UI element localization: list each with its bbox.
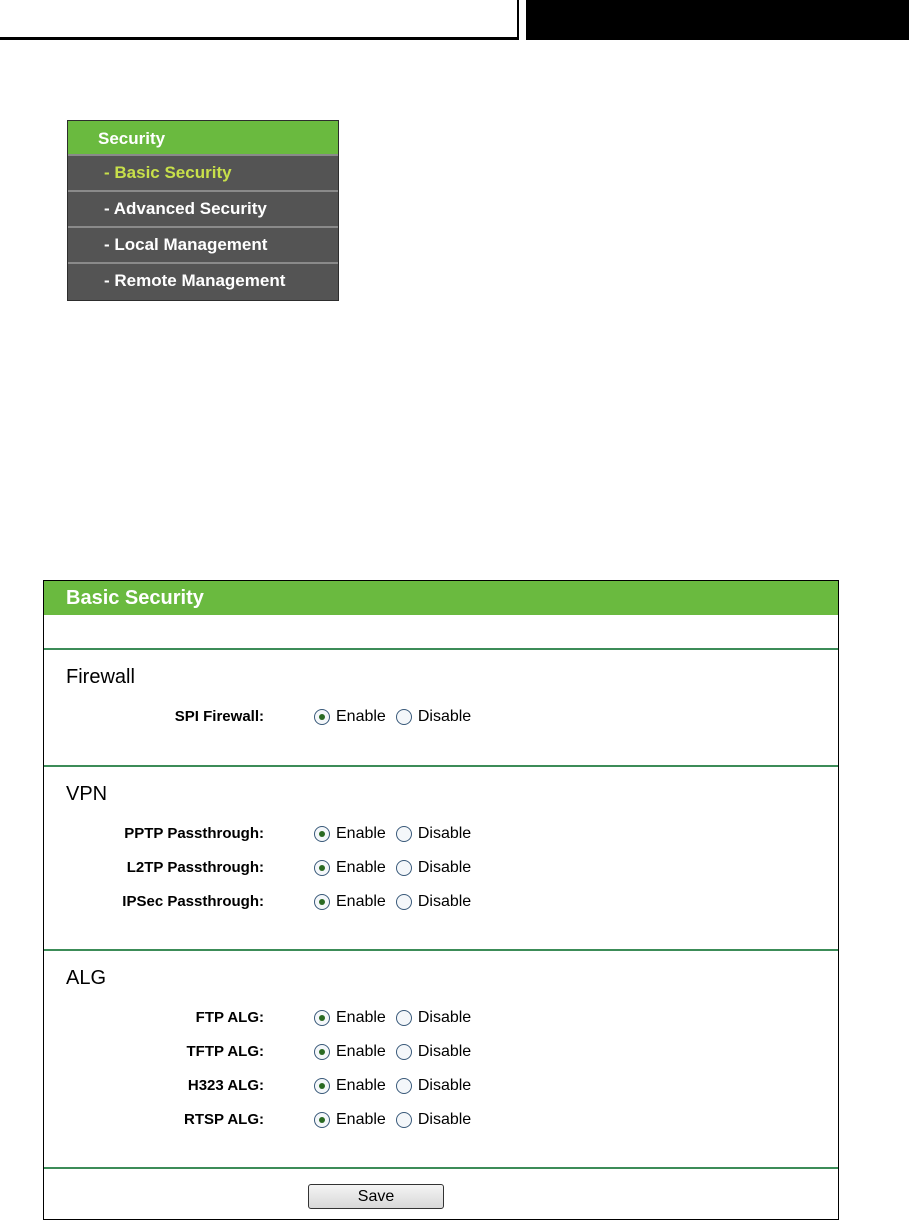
radio-enable[interactable] [314,1044,330,1060]
radio-enable[interactable] [314,826,330,842]
section-heading-alg: ALG [66,967,107,989]
radio-disable[interactable] [396,709,412,725]
radio-group-pptp-passthrough [314,822,471,846]
radio-disable[interactable] [396,1044,412,1060]
basic-security-panel [43,580,839,1220]
radio-enable-label[interactable]: Enable [336,825,386,842]
radio-enable[interactable] [314,1078,330,1094]
setting-label: SPI Firewall: [174,708,264,725]
security-menu [67,120,339,301]
radio-enable[interactable] [314,1112,330,1128]
setting-label: L2TP Passthrough: [126,859,264,876]
radio-enable-label[interactable]: Enable [336,859,386,876]
setting-row-tftp-alg [44,1040,838,1064]
setting-row-l2tp-passthrough [44,856,838,880]
radio-enable-label[interactable]: Enable [336,1111,386,1128]
radio-enable-label[interactable]: Enable [336,893,386,910]
radio-enable[interactable] [314,709,330,725]
radio-group-tftp-alg [314,1040,471,1064]
setting-label: FTP ALG: [195,1009,264,1026]
setting-label: H323 ALG: [187,1077,264,1094]
radio-enable[interactable] [314,860,330,876]
radio-disable-label[interactable]: Disable [417,1043,472,1060]
setting-label: IPSec Passthrough: [122,893,264,910]
radio-disable-label[interactable]: Disable [417,825,472,842]
setting-row-h323-alg [44,1074,838,1098]
radio-group-spi-firewall [314,705,471,729]
section-heading-vpn: VPN [66,783,108,805]
radio-enable-label[interactable]: Enable [336,708,386,725]
setting-label: TFTP ALG: [186,1043,264,1060]
save-button[interactable]: Save [308,1184,444,1209]
radio-disable-label[interactable]: Disable [417,1009,472,1026]
radio-disable[interactable] [396,1112,412,1128]
section-heading-firewall: Firewall [66,666,135,688]
radio-group-ftp-alg [314,1006,471,1030]
radio-group-h323-alg [314,1074,471,1098]
setting-row-rtsp-alg [44,1108,838,1132]
menu-item-advanced-security[interactable]: - Advanced Security [68,192,338,228]
setting-row-pptp-passthrough [44,822,838,846]
divider [44,648,838,650]
radio-disable-label[interactable]: Disable [417,893,472,910]
radio-disable-label[interactable]: Disable [417,708,472,725]
radio-disable-label[interactable]: Disable [417,1077,472,1094]
radio-disable-label[interactable]: Disable [417,859,472,876]
menu-item-local-management[interactable]: - Local Management [68,228,338,264]
setting-label: PPTP Passthrough: [124,825,264,842]
divider [44,765,838,767]
radio-disable[interactable] [396,860,412,876]
radio-enable[interactable] [314,894,330,910]
radio-disable[interactable] [396,1078,412,1094]
setting-row-spi-firewall [44,705,838,729]
setting-row-ipsec-passthrough [44,890,838,914]
radio-enable-label[interactable]: Enable [336,1009,386,1026]
radio-enable-label[interactable]: Enable [336,1043,386,1060]
menu-item-remote-management[interactable]: - Remote Management [68,264,338,300]
radio-group-ipsec-passthrough [314,890,471,914]
radio-group-rtsp-alg [314,1108,471,1132]
divider [44,949,838,951]
radio-group-l2tp-passthrough [314,856,471,880]
divider [44,1167,838,1169]
panel-title: Basic Security [44,581,838,615]
radio-enable-label[interactable]: Enable [336,1077,386,1094]
page-header-rule [0,37,517,40]
setting-row-ftp-alg [44,1006,838,1030]
menu-header-security[interactable]: Security [68,121,338,156]
menu-item-basic-security[interactable]: - Basic Security [68,156,338,192]
radio-disable[interactable] [396,894,412,910]
radio-disable[interactable] [396,1010,412,1026]
page-header-separator [517,0,519,40]
setting-label: RTSP ALG: [183,1111,264,1128]
radio-enable[interactable] [314,1010,330,1026]
page-header-bar [526,0,909,40]
radio-disable[interactable] [396,826,412,842]
radio-disable-label[interactable]: Disable [417,1111,472,1128]
